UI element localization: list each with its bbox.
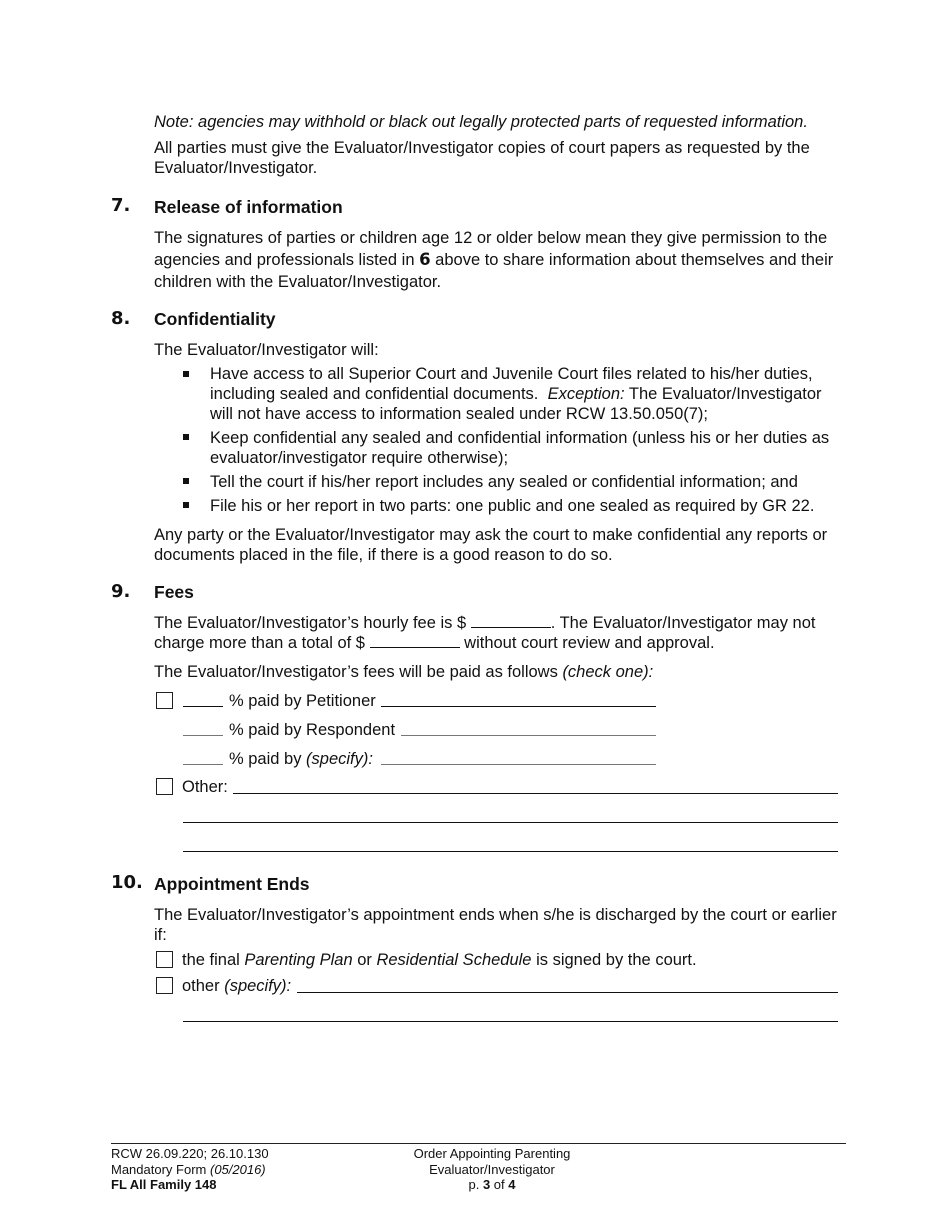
exception-label: Exception:	[547, 385, 625, 403]
fee-other-field-line1[interactable]	[233, 793, 838, 794]
footer-rcw: RCW 26.09.220; 26.10.130	[111, 1146, 269, 1161]
footer-page	[392, 1177, 592, 1193]
parenting-plan-option	[182, 950, 697, 970]
bullet-tell-court: Tell the court if his/her report includes any sealed or confidential information; and	[210, 473, 798, 491]
section-7-title: Release of information	[154, 197, 343, 217]
bullet-access	[210, 364, 845, 424]
footer-divider	[111, 1143, 846, 1144]
footer-form-id: FL All Family 148	[111, 1177, 217, 1192]
option-text: is signed by the court.	[531, 951, 697, 969]
option-text: or	[352, 951, 377, 969]
bullet-marker	[183, 502, 189, 508]
page-prefix: p.	[468, 1177, 483, 1192]
bullet-keep-confidential: Keep confidential any sealed and confidential information (unless his or her duties as evaluator/investigator require otherwise);	[210, 429, 830, 467]
fees-paid-text: The Evaluator/Investigator’s fees will be paid as follows	[154, 663, 563, 681]
bullet-marker	[183, 478, 189, 484]
section-8-title: Confidentiality	[154, 309, 276, 329]
appointment-ends-paragraph: The Evaluator/Investigator’s appointment ends when s/he is discharged by the court or earlier if:	[154, 906, 837, 944]
fee-split-checkbox[interactable]	[156, 692, 173, 709]
footer-title-line2: Evaluator/Investigator	[429, 1161, 555, 1177]
form-date: (05/2016)	[209, 1161, 266, 1177]
petitioner-amount-field[interactable]	[381, 706, 656, 707]
residential-schedule-term: Residential Schedule	[376, 951, 532, 969]
footer-left	[111, 1146, 269, 1193]
check-one-label: (check one):	[562, 663, 654, 681]
max-fee-label: . The Evaluator/Investigator may not charge more than a total of $	[154, 614, 816, 652]
page-number: 3	[482, 1177, 491, 1192]
other-text: other	[182, 977, 225, 995]
fee-paragraph	[154, 613, 846, 653]
other-party-name-field[interactable]	[381, 764, 656, 765]
hourly-fee-label: The Evaluator/Investigator’s hourly fee is $	[154, 614, 471, 632]
section-8-number: 8.	[111, 308, 131, 329]
paid-by-specify-label	[229, 749, 373, 769]
section-7-number: 7.	[111, 195, 131, 216]
respondent-percent-field[interactable]	[183, 735, 223, 736]
specify-label: (specify):	[224, 977, 292, 995]
fee-other-checkbox[interactable]	[156, 778, 173, 795]
footer-title-line1: Order Appointing Parenting	[413, 1146, 571, 1161]
petitioner-percent-field[interactable]	[183, 706, 223, 707]
bullet-access-exception-text: The Evaluator/Investigator will not have access to information sealed under RCW 13.50.050(7);	[210, 385, 822, 423]
bullet-marker	[183, 371, 189, 377]
section-9-number: 9.	[111, 581, 131, 602]
fee-other-label: Other:	[182, 778, 228, 796]
page-total: 4	[508, 1177, 516, 1192]
fee-other-field-line2[interactable]	[183, 822, 838, 823]
footer-center	[392, 1146, 592, 1193]
section-ref: 6	[419, 250, 431, 269]
section-10-number: 10.	[111, 872, 143, 893]
release-paragraph	[154, 227, 844, 293]
option-text: the final	[182, 951, 245, 969]
release-text-after: above to share information about themselves and their children with the Evaluator/Investigator.	[154, 251, 834, 291]
agencies-note: Note: agencies may withhold or black out legally protected parts of requested information.	[154, 113, 808, 131]
fee-other-field-line3[interactable]	[183, 851, 838, 852]
paid-by-respondent-label: % paid by Respondent	[229, 721, 396, 739]
section-9-title: Fees	[154, 582, 194, 602]
hourly-fee-field[interactable]	[471, 614, 551, 628]
copies-paragraph: All parties must give the Evaluator/Investigator copies of court papers as requested by the Evaluator/Investigator.	[154, 139, 810, 177]
max-fee-field[interactable]	[370, 634, 460, 648]
paid-by-specify-text: % paid by	[229, 750, 307, 768]
confidentiality-intro: The Evaluator/Investigator will:	[154, 341, 379, 359]
appointment-other-checkbox[interactable]	[156, 977, 173, 994]
bullet-file-report: File his or her report in two parts: one public and one sealed as required by GR 22.	[210, 497, 815, 515]
fees-paid-intro	[154, 662, 844, 682]
confidentiality-closing: Any party or the Evaluator/Investigator may ask the court to make confidential any reports or documents placed in the file, if there is a good reason to do so.	[154, 526, 828, 564]
appointment-other-field-line2[interactable]	[183, 1021, 838, 1022]
footer-mandatory-form	[111, 1162, 269, 1178]
mandatory-text: Mandatory Form	[111, 1161, 210, 1177]
respondent-amount-field[interactable]	[401, 735, 656, 736]
section-10-title: Appointment Ends	[154, 874, 310, 894]
parenting-plan-term: Parenting Plan	[244, 951, 353, 969]
specify-label: (specify):	[306, 750, 373, 768]
other-party-percent-field[interactable]	[183, 764, 223, 765]
release-text-before: The signatures of parties or children age 12 or older below mean they give permission to the agencies and professionals listed in	[154, 229, 828, 269]
paid-by-petitioner-label: % paid by Petitioner	[229, 692, 376, 710]
parenting-plan-checkbox[interactable]	[156, 951, 173, 968]
bullet-marker	[183, 434, 189, 440]
fee-review-text: without court review and approval.	[459, 634, 715, 652]
bullet-access-text: Have access to all Superior Court and Juvenile Court files related to his/her duties, including sealed and confidential documents.	[210, 365, 813, 403]
appointment-other-field-line1[interactable]	[297, 992, 838, 993]
page-of: of	[490, 1177, 509, 1192]
appointment-other-label	[182, 976, 291, 996]
